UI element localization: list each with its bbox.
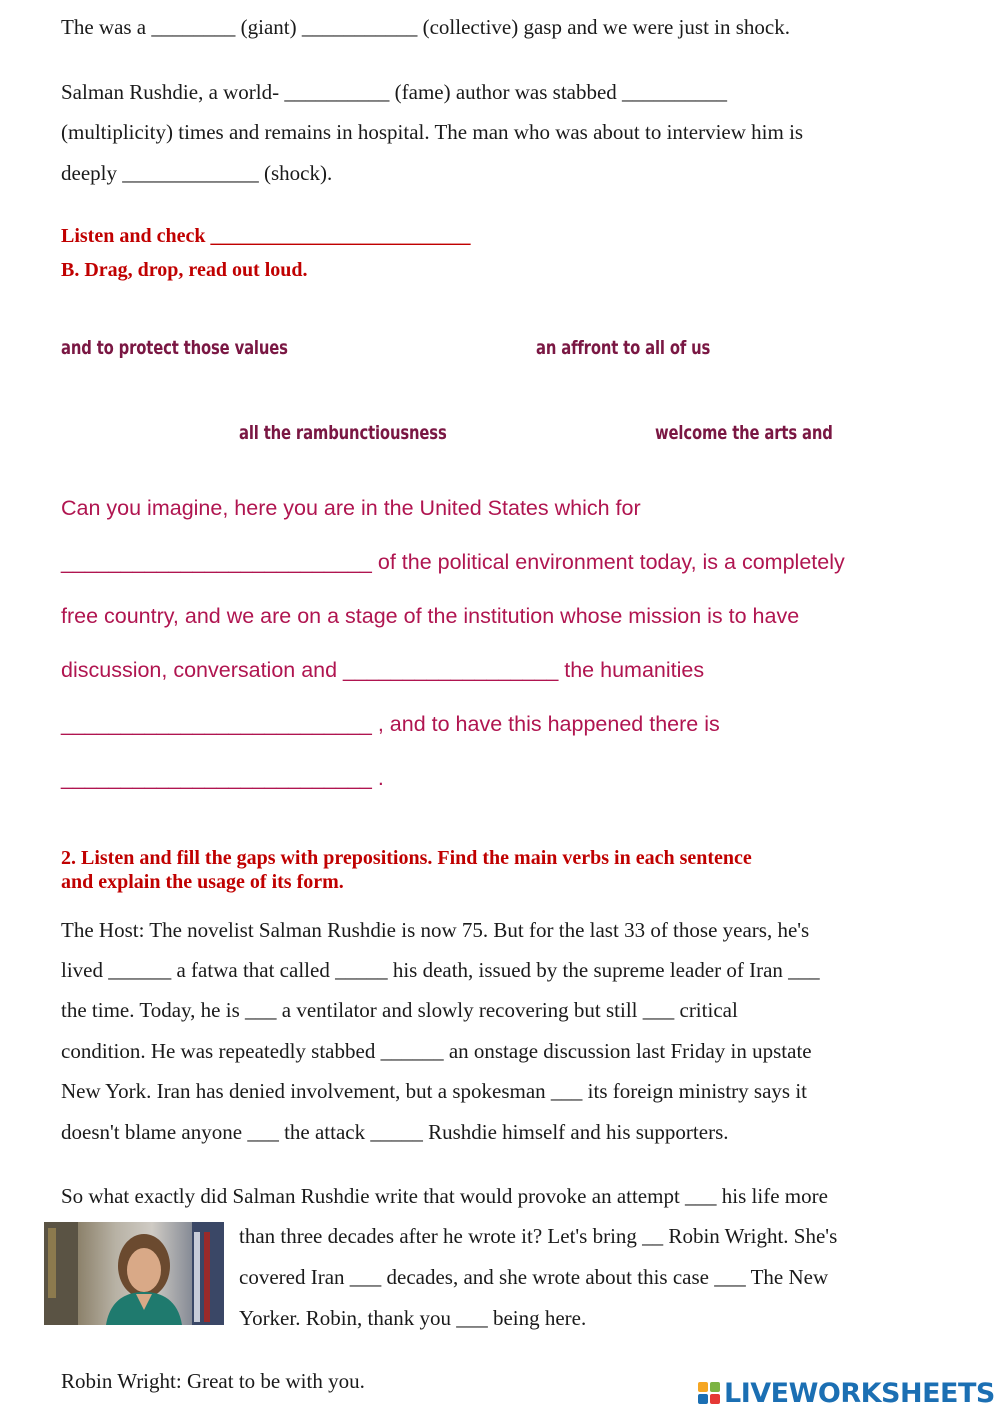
exercise-a-para2-line-3: deeply _____________ (shock). [61,161,333,185]
passage-2-line-2: lived ______ a fatwa that called _____ his death, issued by the supreme leader of Iran ___ [61,958,820,982]
passage-2-line-6: doesn't blame anyone ___ the attack _____ Rushdie himself and his supporters. [61,1120,729,1144]
exercise-a-para2-line-2: (multiplicity) times and remains in hospital. The man who was about to interview him is [61,120,804,144]
liveworksheets-logo[interactable] [698,1378,995,1408]
task-2-heading-cont: and explain the usage of its form. [61,871,344,893]
drag-drop-heading: B. Drag, drop, read out loud. [61,259,308,281]
passage-b-line-4: discussion, conversation and __________________ the humanities [61,658,705,682]
passage-2-para2-line-3: covered Iran ___ decades, and she wrote about this case ___ The New [239,1265,829,1289]
drag-chip-affront[interactable]: an affront to all of us [536,337,711,359]
logo-mark-icon [698,1382,720,1404]
passage-2-para2-line-1: So what exactly did Salman Rushdie write that would provoke an attempt ___ his life more [61,1184,828,1208]
passage-2-line-3: the time. Today, he is ___ a ventilator and slowly recovering but still ___ critical [61,998,738,1022]
drag-chip-welcome-arts[interactable]: welcome the arts and [655,422,833,444]
passage-b-line-5: __________________________ , and to have this happened there is [61,712,720,736]
passage-b-line-1: Can you imagine, here you are in the United States which for [61,496,641,520]
passage-2-line-1: The Host: The novelist Salman Rushdie is now 75. But for the last 33 of those years, he's [61,918,810,942]
task-2-heading: 2. Listen and fill the gaps with prepositions. Find the main verbs in each sentence [61,847,752,869]
drag-chip-protect-values[interactable]: and to protect those values [61,337,288,359]
exercise-a-line-1: The was a ________ (giant) ___________ (collective) gasp and we were just in shock. [61,15,790,39]
logo-text: LIVEWORKSHEETS [724,1377,995,1409]
passage-2-para2-line-2: than three decades after he wrote it? Let's bring __ Robin Wright. She's [239,1224,838,1248]
listen-check-heading: Listen and check __________________________ [61,225,471,247]
passage-2-line-5: New York. Iran has denied involvement, but a spokesman ___ its foreign ministry says it [61,1079,807,1103]
passage-b-line-6: __________________________ . [61,766,384,790]
passage-2-para2-line-4: Yorker. Robin, thank you ___ being here. [239,1306,587,1330]
passage-b-line-3: free country, and we are on a stage of the institution whose mission is to have [61,604,800,628]
exercise-a-para2-line-1: Salman Rushdie, a world- __________ (fame) author was stabbed __________ [61,80,728,104]
portrait-illustration [44,1222,224,1325]
passage-b-line-2: __________________________ of the political environment today, is a completely [61,550,845,574]
passage-2-para3-line-1: Robin Wright: Great to be with you. [61,1369,365,1393]
drag-chip-rambunctiousness[interactable]: all the rambunctiousness [239,422,447,444]
passage-2-line-4: condition. He was repeatedly stabbed ______ an onstage discussion last Friday in upstate [61,1039,812,1063]
robin-wright-photo [44,1222,224,1325]
